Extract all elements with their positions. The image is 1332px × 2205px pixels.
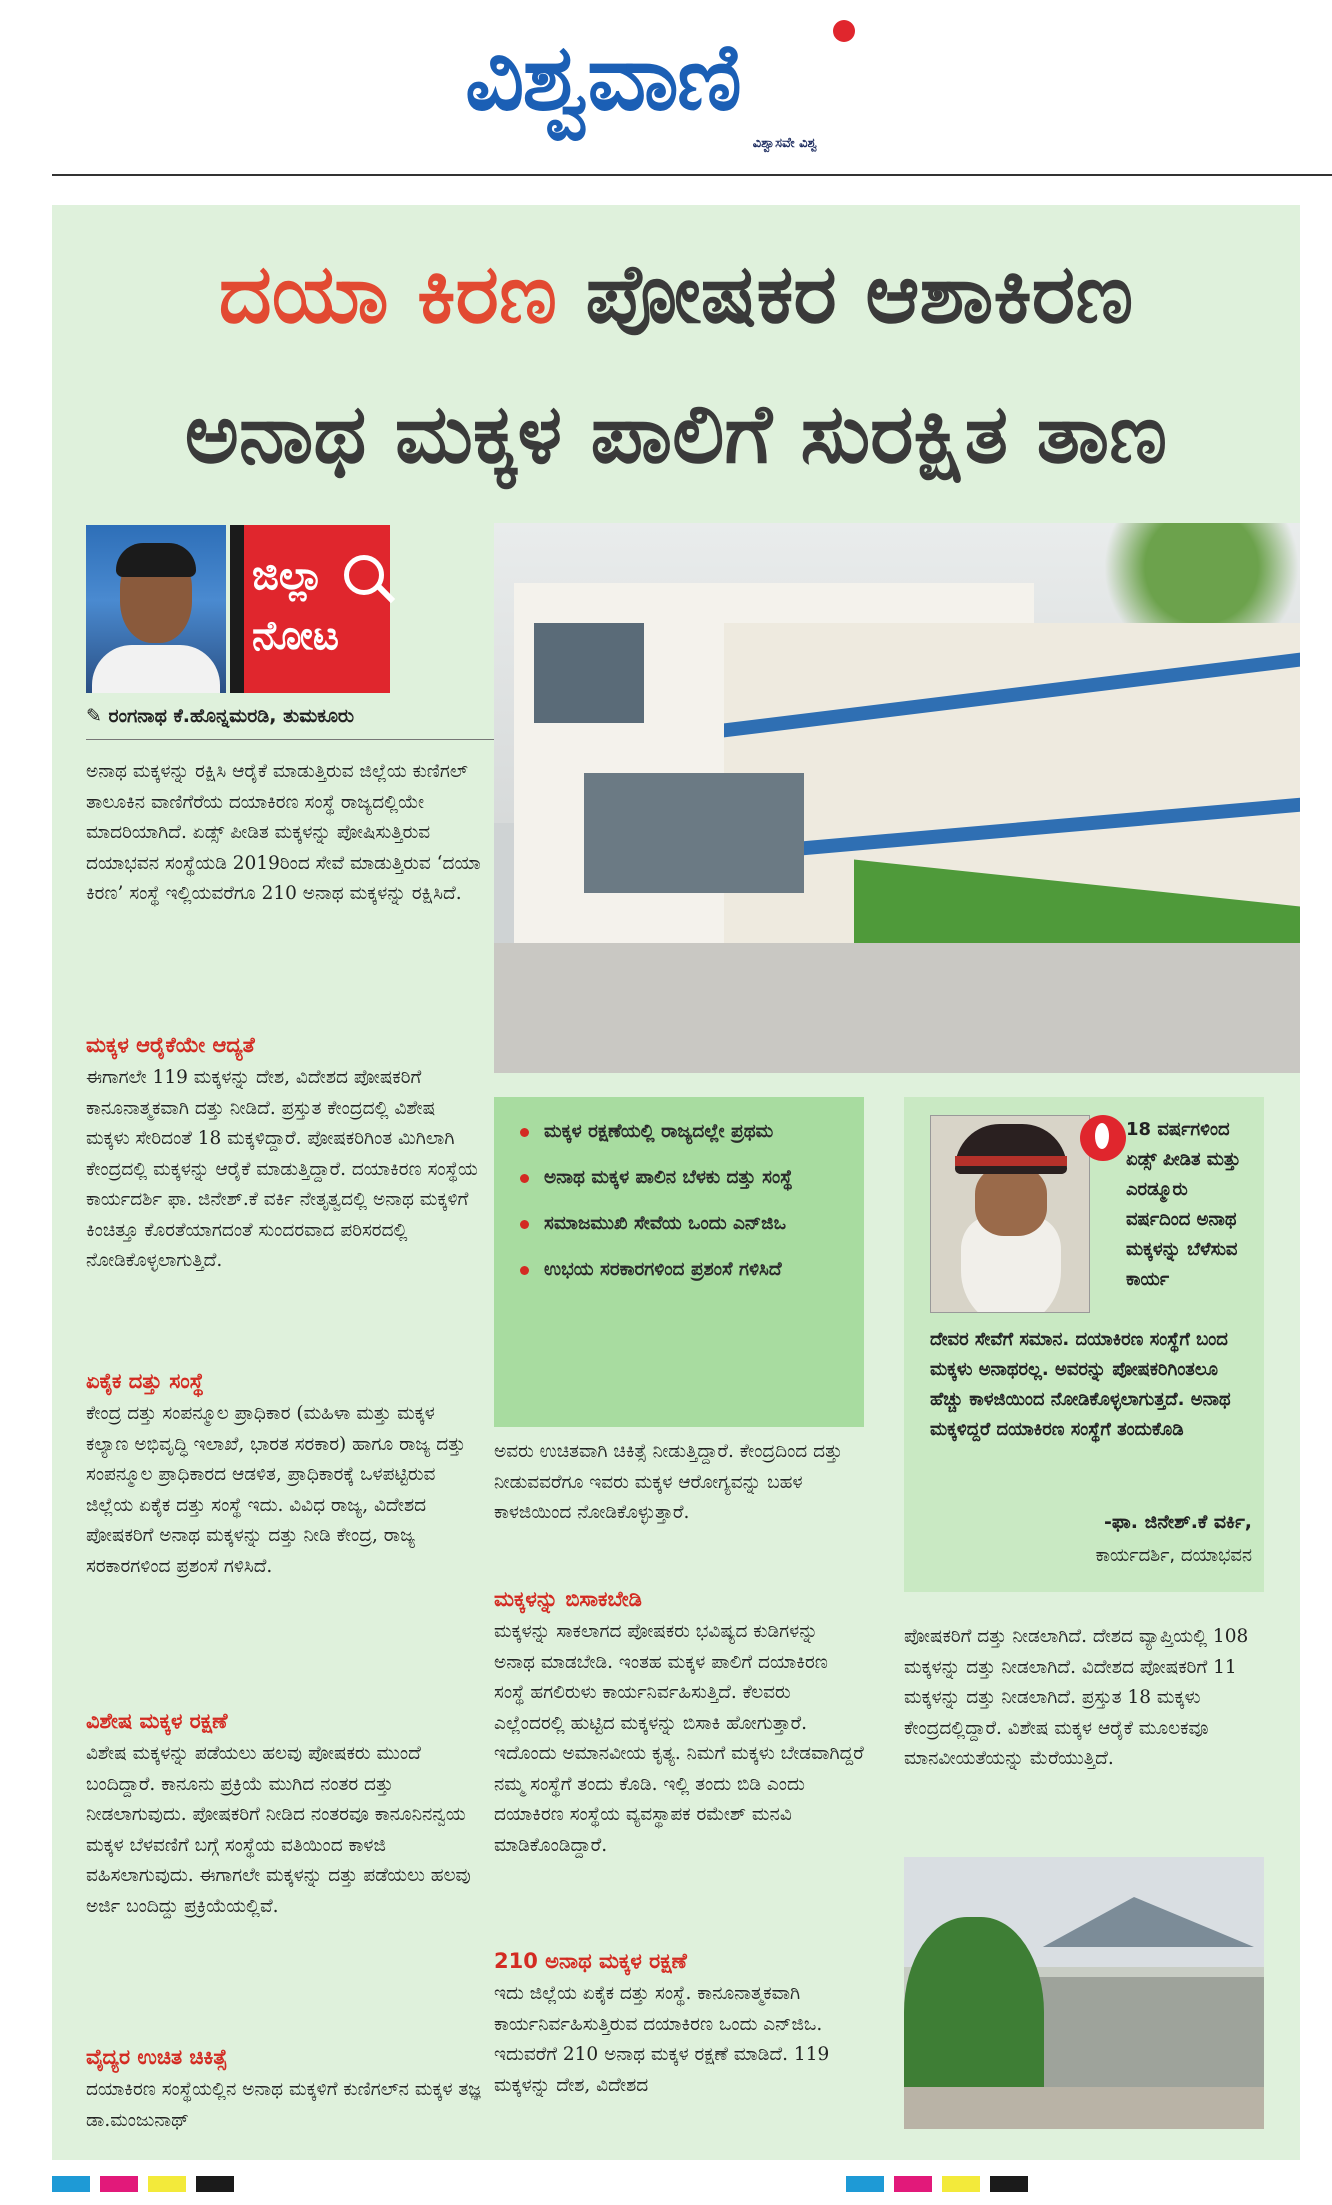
- quote-author-role: ಕಾರ್ಯದರ್ಶಿ, ದಯಾಭವನ: [1095, 1545, 1252, 1566]
- masthead: [0, 0, 1332, 175]
- color-bar-cyan: [846, 2176, 884, 2192]
- section-heading: ವೈದ್ಯರ ಉಚಿತ ಚಿಕಿತ್ಸೆ: [86, 2045, 228, 2069]
- shelter-wall: [1024, 1977, 1264, 2097]
- reporter-hair: [116, 543, 196, 577]
- photo-pavement: [494, 943, 1300, 1073]
- secretary-face: [975, 1166, 1047, 1236]
- reporter-shirt: [92, 645, 220, 693]
- section-body: ದಯಾಕಿರಣ ಸಂಸ್ಥೆಯಲ್ಲಿನ ಅನಾಥ ಮಕ್ಕಳಿಗೆ ಕುಣಿಗಲ್‌ನ ಮಕ್ಕಳ ತಜ್ಞ ಡಾ.ಮಂಜುನಾಥ್: [86, 2079, 481, 2131]
- byline: [86, 705, 496, 727]
- section-body: ಮಕ್ಕಳನ್ನು ಸಾಕಲಾಗದ ಪೋಷಕರು ಭವಿಷ್ಯದ ಕುಡಿಗಳನ್ನು ಅನಾಥ ಮಾಡಬೇಡಿ. ಇಂತಹ ಮಕ್ಕಳ ಪಾಲಿಗೆ ದಯಾಕಿರಣ ಸಂಸ್ಥೆ ಹಗಲಿರುಳು ಕಾರ್ಯನಿರ್ವಹಿಸುತ್ತಿದೆ. ಕೆಲವರು ಎಲ್ಲೆಂದರಲ್ಲಿ ಹುಟ್ಟಿದ ಮಕ್ಕಳನ್ನು ಬಿಸಾಕಿ ಹೋಗುತ್ತಾರೆ. ಇದೊಂದು ಅಮಾನವೀಯ ಕೃತ್ಯ. ನಿಮಗೆ ಮಕ್ಕಳು ಬೇಡವಾಗಿದ್ದರೆ ನಮ್ಮ ಸಂಸ್ಥೆಗೆ ತಂದು ಕೊಡಿ. ಇಲ್ಲಿ ತಂದು ಬಿಡಿ ಎಂದು ದಯಾಕಿರಣ ಸಂಸ್ಥೆಯ ವ್ಯವಸ್ಥಾಪಕ ರಮೇಶ್ ಮನವಿ ಮಾಡಿಕೊಂಡಿದ್ದಾರೆ.: [494, 1621, 864, 1856]
- section-body: ಕೇಂದ್ರ ದತ್ತು ಸಂಪನ್ಮೂಲ ಪ್ರಾಧಿಕಾರ (ಮಹಿಳಾ ಮತ್ತು ಮಕ್ಕಳ ಕಲ್ಯಾಣ ಅಭಿವೃದ್ಧಿ ಇಲಾಖೆ, ಭಾರತ ಸರಕಾರ) ಹಾಗೂ ರಾಜ್ಯ ದತ್ತು ಸಂಪನ್ಮೂಲ ಪ್ರಾಧಿಕಾರದ ಆಡಳಿತ, ಪ್ರಾಧಿಕಾರಕ್ಕೆ ಒಳಪಟ್ಟಿರುವ ಜಿಲ್ಲೆಯ ಏಕೈಕ ದತ್ತು ಸಂಸ್ಥೆ ಇದು. ವಿವಿಧ ರಾಜ್ಯ, ವಿದೇಶದ ಪೋಷಕರಿಗೆ ಅನಾಥ ಮಕ್ಕಳನ್ನು ದತ್ತು ನೀಡಿ ಕೇಂದ್ರ, ರಾಜ್ಯ ಸರಕಾರಗಳಿಂದ ಪ್ರಶಂಸೆ ಗಳಿಸಿದೆ.: [86, 1403, 466, 1577]
- section-heading: 210 ಅನಾಥ ಮಕ್ಕಳ ರಕ್ಷಣೆ: [494, 1949, 687, 1973]
- color-bar-magenta: [100, 2176, 138, 2192]
- color-bar-magenta: [894, 2176, 932, 2192]
- headline-highlight: ದಯಾ ಕಿರಣ: [218, 247, 557, 342]
- byline-text: ರಂಗನಾಥ ಕೆ.ಹೊನ್ನಮರಡಿ, ತುಮಕೂರು: [108, 705, 355, 727]
- column-badge-line-1: ಜಿಲ್ಲಾ: [252, 553, 324, 599]
- color-bar-yellow: [148, 2176, 186, 2192]
- magnifier-handle-icon: [377, 585, 395, 603]
- logo-tagline: ವಿಶ್ವಾಸವೇ ವಿಶ್ವ: [752, 136, 817, 151]
- secretary-cap-band: [955, 1156, 1067, 1166]
- logo-dot-icon: [833, 20, 855, 42]
- highlight-item: ಉಭಯ ಸರಕಾರಗಳಿಂದ ಪ್ರಶಂಸೆ ಗಳಿಸಿದೆ: [520, 1255, 846, 1285]
- quote-icon-inner: [1095, 1123, 1109, 1149]
- quote-author: -ಫಾ. ಜಿನೇಶ್.ಕೆ ವರ್ಕಿ,: [1103, 1511, 1252, 1533]
- pen-icon: ✎: [86, 705, 109, 727]
- section-heading: ವಿಶೇಷ ಮಕ್ಕಳ ರಕ್ಷಣೆ: [86, 1709, 228, 1733]
- highlights-box: [494, 1097, 864, 1427]
- section-body: ವಿಶೇಷ ಮಕ್ಕಳನ್ನು ಪಡೆಯಲು ಹಲವು ಪೋಷಕರು ಮುಂದೆ ಬಂದಿದ್ದಾರೆ. ಕಾನೂನು ಪ್ರಕ್ರಿಯೆ ಮುಗಿದ ನಂತರ ದತ್ತು ನೀಡಲಾಗುವುದು. ಪೋಷಕರಿಗೆ ನೀಡಿದ ನಂತರವೂ ಕಾನೂನಿನನ್ವಯ ಮಕ್ಕಳ ಬೆಳವಣಿಗೆ ಬಗ್ಗೆ ಸಂಸ್ಥೆಯ ವತಿಯಿಂದ ಕಾಳಜಿ ವಹಿಸಲಾಗುವುದು. ಈಗಾಗಲೇ ಮಕ್ಕಳನ್ನು ದತ್ತು ಪಡೆಯಲು ಹಲವು ಅರ್ಜಿ ಬಂದಿದ್ದು ಪ್ರಕ್ರಿಯೆಯಲ್ಲಿವೆ.: [86, 1743, 471, 1917]
- shelter-ground: [904, 2087, 1264, 2129]
- secretary-photo: [930, 1115, 1090, 1313]
- shelter-photo: [904, 1857, 1264, 2129]
- secretary-cap: [955, 1124, 1067, 1174]
- column-badge: [230, 525, 390, 693]
- quote-text: ದೇವರ ಸೇವೆಗೆ ಸಮಾನ. ದಯಾಕಿರಣ ಸಂಸ್ಥೆಗೆ ಬಂದ ಮಕ್ಕಳು ಅನಾಥರಲ್ಲ. ಅವರನ್ನು ಪೋಷಕರಿಗಿಂತಲೂ ಹೆಚ್ಚು ಕಾಳಜಿಯಿಂದ ನೋಡಿಕೊಳ್ಳಲಾಗುತ್ತದೆ. ಅನಾಥ ಮಕ್ಕಳಿದ್ದರೆ ದಯಾಕಿರಣ ಸಂಸ್ಥೆಗೆ ತಂದುಕೊಡಿ: [930, 1329, 1231, 1440]
- section-body-continued: ಅವರು ಉಚಿತವಾಗಿ ಚಿಕಿತ್ಸೆ ನೀಡುತ್ತಿದ್ದಾರೆ. ಕೇಂದ್ರದಿಂದ ದತ್ತು ನೀಡುವವರೆಗೂ ಇವರು ಮಕ್ಕಳ ಆರೋಗ್ಯವನ್ನು ಬಹಳ ಕಾಳಜಿಯಿಂದ ನೋಡಿಕೊಳ್ಳುತ್ತಾರೆ.: [494, 1441, 843, 1523]
- reporter-photo: [86, 525, 226, 693]
- highlight-item: ಅನಾಥ ಮಕ್ಕಳ ಪಾಲಿನ ಬೆಳಕು ದತ್ತು ಸಂಸ್ಥೆ: [520, 1163, 846, 1193]
- section-body: ಈಗಾಗಲೇ 119 ಮಕ್ಕಳನ್ನು ದೇಶ, ವಿದೇಶದ ಪೋಷಕರಿಗೆ ಕಾನೂನಾತ್ಮಕವಾಗಿ ದತ್ತು ನೀಡಿದೆ. ಪ್ರಸ್ತುತ ಕೇಂದ್ರದಲ್ಲಿ ವಿಶೇಷ ಮಕ್ಕಳು ಸೇರಿದಂತೆ 18 ಮಕ್ಕಳಿದ್ದಾರೆ. ಪೋಷಕರಿಗಿಂತ ಮಿಗಿಲಾಗಿ ಕೇಂದ್ರದಲ್ಲಿ ಮಕ್ಕಳನ್ನು ಆರೈಕೆ ಮಾಡುತ್ತಿದ್ದಾರೆ. ದಯಾಕಿರಣ ಸಂಸ್ಥೆಯ ಕಾರ್ಯದರ್ಶಿ ಫಾ. ಜಿನೇಶ್.ಕೆ ವರ್ಕಿ ನೇತೃತ್ವದಲ್ಲಿ ಅನಾಥ ಮಕ್ಕಳಿಗೆ ಕಿಂಚಿತ್ತೂ ಕೊರತೆಯಾಗದಂತೆ ಸುಂದರವಾದ ಪರಿಸರದಲ್ಲಿ ನೋಡಿಕೊಳ್ಳಲಾಗುತ್ತಿದೆ.: [86, 1067, 478, 1271]
- color-bar-cyan: [52, 2176, 90, 2192]
- headline-line-2: ಅನಾಥ ಮಕ್ಕಳ ಪಾಲಿಗೆ ಸುರಕ್ಷಿತ ತಾಣ: [184, 387, 1168, 482]
- column-badge-line-2: ನೋಟ: [252, 613, 339, 659]
- highlight-item: ಸಮಾಜಮುಖಿ ಸೇವೆಯ ಒಂದು ಎನ್‌ಜಿಒ: [520, 1209, 846, 1239]
- section-heading: ಮಕ್ಕಳ ಆರೈಕೆಯೇ ಆದ್ಯತೆ: [86, 1033, 255, 1057]
- photo-window-lower: [584, 773, 804, 893]
- highlights-list: [520, 1117, 846, 1285]
- section-heading: ಮಕ್ಕಳನ್ನು ಬಿಸಾಕಬೇಡಿ: [494, 1587, 642, 1611]
- section-body: ಇದು ಜಿಲ್ಲೆಯ ಏಕೈಕ ದತ್ತು ಸಂಸ್ಥೆ. ಕಾನೂನಾತ್ಮಕವಾಗಿ ಕಾರ್ಯನಿರ್ವಹಿಸುತ್ತಿರುವ ದಯಾಕಿರಣ ಒಂದು ಎನ್‌ಜಿಒ. ಇದುವರೆಗೆ 210 ಅನಾಥ ಮಕ್ಕಳ ರಕ್ಷಣೆ ಮಾಡಿದೆ. 119 ಮಕ್ಕಳನ್ನು ದೇಶ, ವಿದೇಶದ: [494, 1983, 830, 2096]
- building-photo: [494, 523, 1300, 1073]
- newspaper-logo[interactable]: [465, 18, 865, 151]
- quote-box: [904, 1097, 1264, 1592]
- headline-line-1: [52, 235, 1300, 355]
- masthead-divider: [52, 174, 1332, 176]
- quote-icon: [1080, 1115, 1126, 1161]
- logo-text: ವಿಶ್ವವಾಣಿ: [465, 24, 740, 131]
- highlight-item: ಮಕ್ಕಳ ರಕ್ಷಣೆಯಲ್ಲಿ ರಾಜ್ಯದಲ್ಲೇ ಪ್ರಥಮ: [520, 1117, 846, 1147]
- photo-window-upper: [534, 623, 644, 723]
- section-body-continued: ಪೋಷಕರಿಗೆ ದತ್ತು ನೀಡಲಾಗಿದೆ. ದೇಶದ ವ್ಯಾಪ್ತಿಯಲ್ಲಿ 108 ಮಕ್ಕಳನ್ನು ದತ್ತು ನೀಡಲಾಗಿದೆ. ವಿದೇಶದ ಪೋಷಕರಿಗೆ 11 ಮಕ್ಕಳನ್ನು ದತ್ತು ನೀಡಲಾಗಿದೆ. ಪ್ರಸ್ತುತ 18 ಮಕ್ಕಳು ಕೇಂದ್ರದಲ್ಲಿದ್ದಾರೆ. ವಿಶೇಷ ಮಕ್ಕಳ ಆರೈಕೆ ಮೂಲಕವೂ ಮಾನವೀಯತೆಯನ್ನು ಮೆರೆಯುತ್ತಿದೆ.: [904, 1626, 1249, 1769]
- quote-text-side: 18 ವರ್ಷಗಳಿಂದ ಏಡ್ಸ್ ಪೀಡಿತ ಮತ್ತು ಎರಡ್ಮೂರು ವರ್ಷದಿಂದ ಅನಾಥ ಮಕ್ಕಳನ್ನು ಬೆಳೆಸುವ ಕಾರ್ಯ: [1126, 1119, 1241, 1290]
- color-bar-black: [196, 2176, 234, 2192]
- photo-tree: [1054, 523, 1300, 633]
- color-bar-yellow: [942, 2176, 980, 2192]
- article-panel: [52, 205, 1300, 2160]
- headline-line-1-rest: ಪೋಷಕರ ಆಶಾಕಿರಣ: [556, 247, 1134, 342]
- color-bar-black: [990, 2176, 1028, 2192]
- section-heading: ಏಕೈಕ ದತ್ತು ಸಂಸ್ಥೆ: [86, 1369, 204, 1393]
- byline-divider: [86, 739, 496, 740]
- article-intro: ಅನಾಥ ಮಕ್ಕಳನ್ನು ರಕ್ಷಿಸಿ ಆರೈಕೆ ಮಾಡುತ್ತಿರುವ ಜಿಲ್ಲೆಯ ಕುಣಿಗಲ್ ತಾಲೂಕಿನ ವಾಣಿಗೆರೆಯ ದಯಾಕಿರಣ ಸಂಸ್ಥೆ ರಾಜ್ಯದಲ್ಲಿಯೇ ಮಾದರಿಯಾಗಿದೆ. ಏಡ್ಸ್ ಪೀಡಿತ ಮಕ್ಕಳನ್ನು ಪೋಷಿಸುತ್ತಿರುವ ದಯಾಭವನ ಸಂಸ್ಥೆಯಡಿ 2019ರಿಂದ ಸೇವೆ ಮಾಡುತ್ತಿರುವ ‘ದಯಾ ಕಿರಣ’ ಸಂಸ್ಥೆ ಇಲ್ಲಿಯವರೆಗೂ 210 ಅನಾಥ ಮಕ್ಕಳನ್ನು ರಕ್ಷಿಸಿದೆ.: [86, 761, 481, 904]
